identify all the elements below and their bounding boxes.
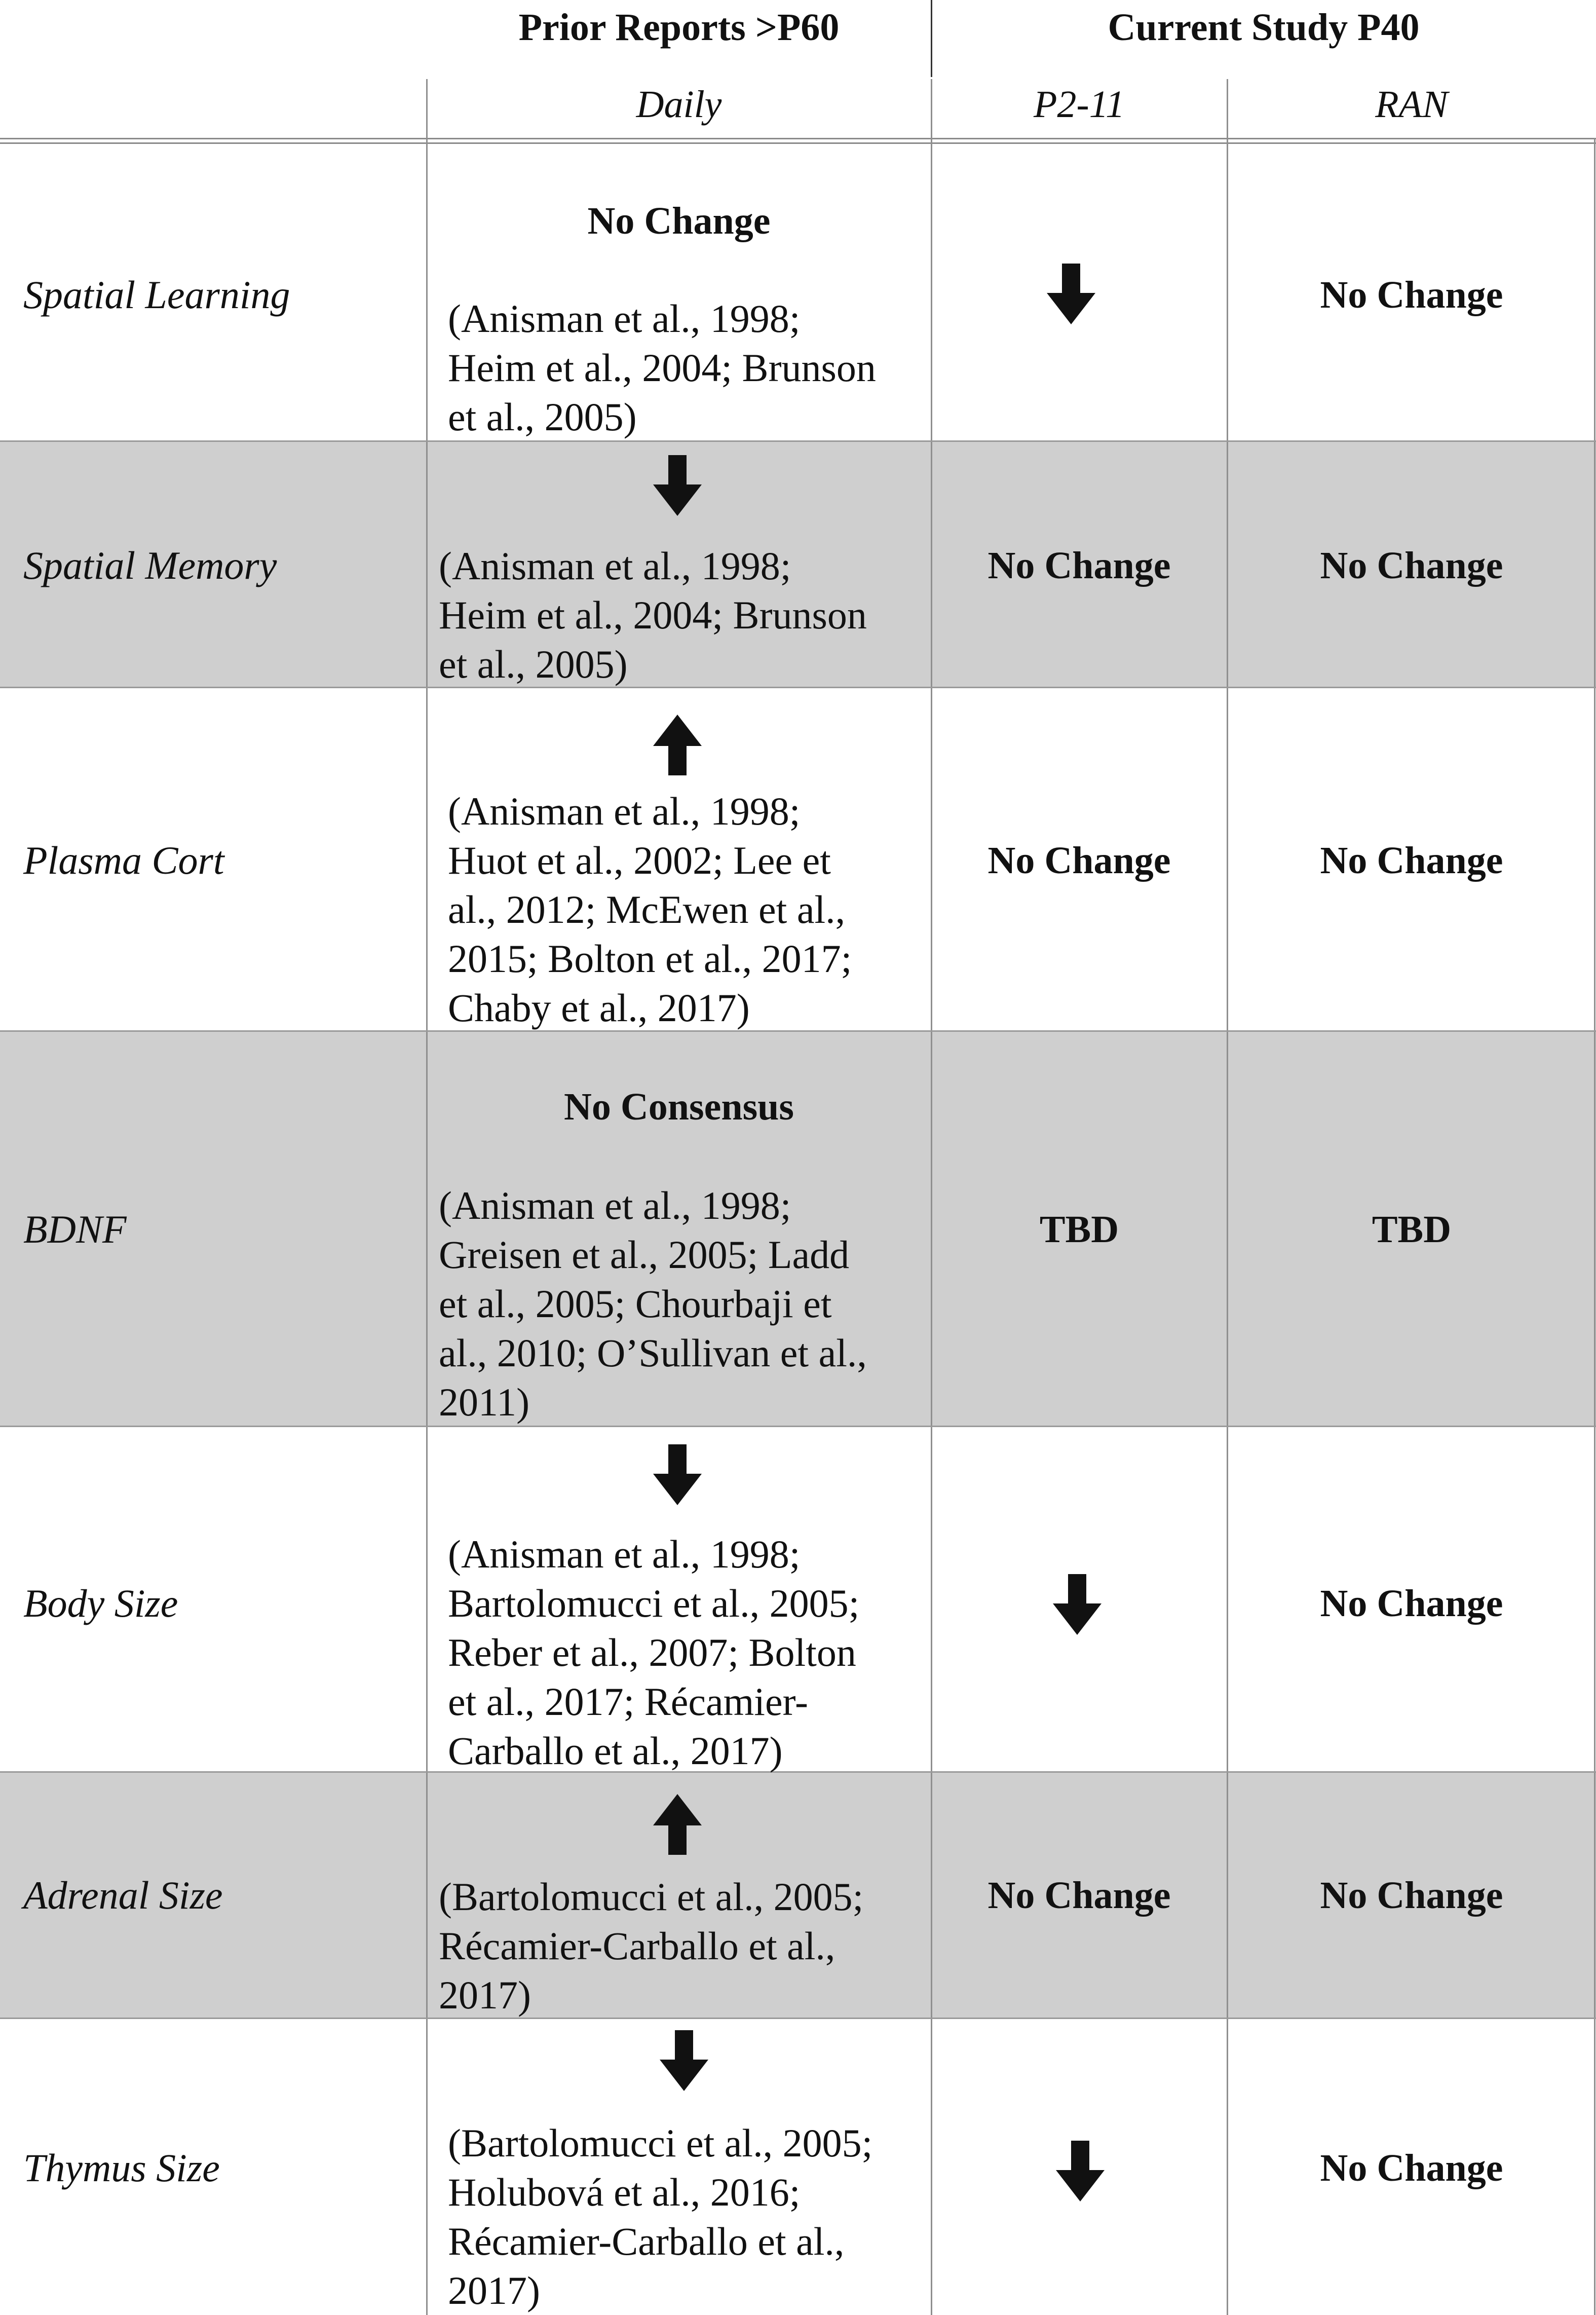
header-double-rule bbox=[0, 138, 1596, 144]
ran-result-adrenal-size: No Change bbox=[1320, 1874, 1503, 1917]
down-arrow-icon bbox=[1047, 264, 1095, 324]
prior-result-spatial-learning: No Change bbox=[587, 200, 771, 242]
prior-citation-adrenal-size: (Bartolomucci et al., 2005; Récamier-Carballo et al., 2017) bbox=[439, 1875, 864, 2017]
row-label-adrenal-size: Adrenal Size bbox=[23, 1873, 223, 1917]
header-divider bbox=[931, 0, 932, 77]
row-label-thymus-size: Thymus Size bbox=[23, 2146, 220, 2190]
down-arrow-icon bbox=[653, 455, 702, 516]
col-divider-3 bbox=[1227, 79, 1228, 2315]
row-label-body-size: Body Size bbox=[23, 1581, 178, 1625]
ran-result-spatial-learning: No Change bbox=[1320, 274, 1503, 316]
prior-citation-bdnf: (Anisman et al., 1998; Greisen et al., 2005; Ladd et al., 2005; Chourbaji et al., 2010; O’Sullivan et al., 2011) bbox=[439, 1183, 867, 1424]
col-divider-1 bbox=[426, 79, 428, 2315]
p2-11-result-plasma-cort: No Change bbox=[987, 839, 1171, 882]
p2-11-result-bdnf: TBD bbox=[1039, 1208, 1119, 1251]
subheader-ran: RAN bbox=[1375, 83, 1448, 126]
down-arrow-icon bbox=[660, 2030, 708, 2091]
prior-citation-plasma-cort: (Anisman et al., 1998; Huot et al., 2002; Lee et al., 2012; McEwen et al., 2015; Bolton et al., 2017; Chaby et al., 2017) bbox=[448, 789, 852, 1030]
prior-citation-body-size: (Anisman et al., 1998; Bartolomucci et al., 2005; Reber et al., 2007; Bolton et al., 2017; Récamier- Carballo et al., 2017) bbox=[448, 1532, 860, 1773]
p2-11-result-spatial-memory: No Change bbox=[987, 544, 1171, 587]
row-label-spatial-memory: Spatial Memory bbox=[23, 543, 277, 587]
ran-result-thymus-size: No Change bbox=[1320, 2147, 1503, 2189]
down-arrow-icon bbox=[1056, 2141, 1105, 2201]
row-label-plasma-cort: Plasma Cort bbox=[23, 838, 224, 882]
subheader-p2-11: P2-11 bbox=[1033, 83, 1125, 126]
prior-citation-spatial-memory: (Anisman et al., 1998; Heim et al., 2004; Brunson et al., 2005) bbox=[439, 544, 867, 686]
row-label-bdnf: BDNF bbox=[23, 1207, 127, 1251]
prior-citation-spatial-learning: (Anisman et al., 1998; Heim et al., 2004; Brunson et al., 2005) bbox=[448, 296, 876, 439]
ran-result-bdnf: TBD bbox=[1372, 1208, 1452, 1251]
prior-citation-thymus-size: (Bartolomucci et al., 2005; Holubová et al., 2016; Récamier-Carballo et al., 2017) bbox=[448, 2121, 873, 2312]
header-current-study: Current Study P40 bbox=[1108, 6, 1420, 49]
down-arrow-icon bbox=[1053, 1574, 1101, 1635]
row-label-spatial-learning: Spatial Learning bbox=[23, 273, 290, 317]
header-prior-reports: Prior Reports >P60 bbox=[518, 6, 840, 49]
up-arrow-icon bbox=[653, 1794, 702, 1855]
ran-result-plasma-cort: No Change bbox=[1320, 839, 1503, 882]
p2-11-result-adrenal-size: No Change bbox=[987, 1874, 1171, 1917]
col-divider-2 bbox=[931, 79, 932, 2315]
ran-result-spatial-memory: No Change bbox=[1320, 544, 1503, 587]
prior-result-bdnf: No Consensus bbox=[563, 1086, 794, 1128]
ran-result-body-size: No Change bbox=[1320, 1582, 1503, 1625]
up-arrow-icon bbox=[653, 715, 702, 775]
down-arrow-icon bbox=[653, 1444, 702, 1505]
subheader-daily: Daily bbox=[636, 83, 722, 126]
